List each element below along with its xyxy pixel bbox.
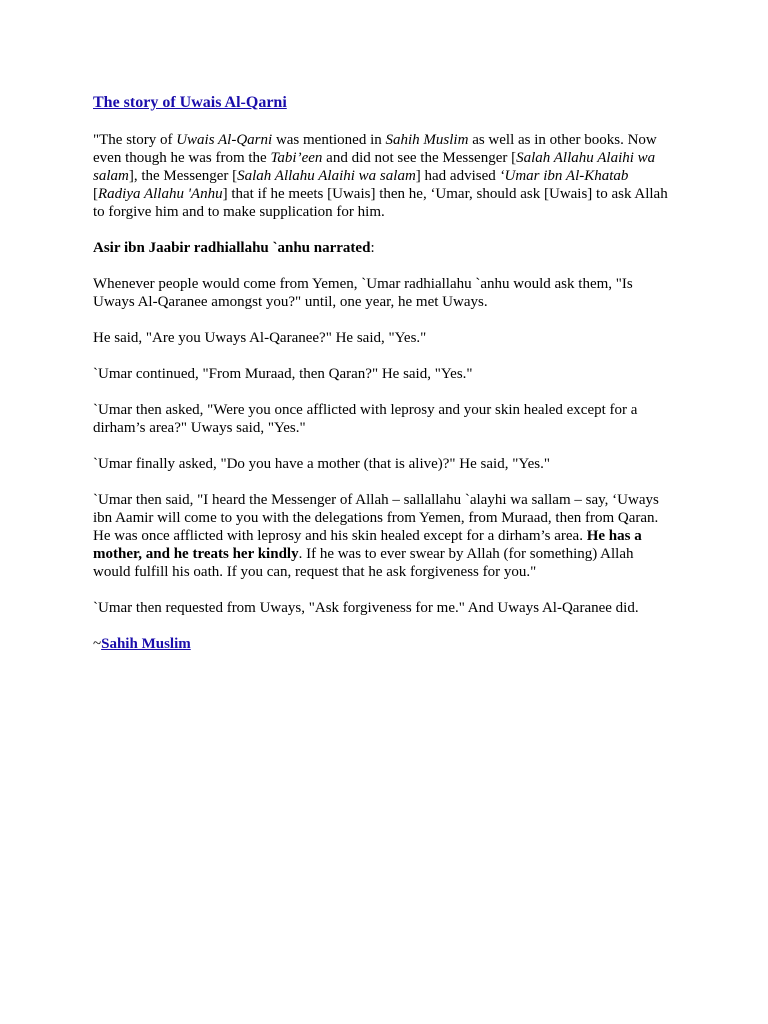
intro-italic-2: Sahih Muslim xyxy=(385,132,469,148)
paragraph-are-you-uways: He said, "Are you Uways Al-Qaranee?" He said, "Yes." xyxy=(93,330,427,346)
source-prefix: ~ xyxy=(93,636,102,652)
narrator-line xyxy=(93,239,673,257)
intro-text-8: ] that if he meets [Uwais] then he, ‘Umar, should ask [Uwais] to ask Allah to forgive him and to make supplication for him. xyxy=(93,186,668,220)
intro-italic-3: Tabi’een xyxy=(270,150,323,166)
intro-text-7: [ xyxy=(93,186,98,202)
hadith-text-after: . If he was to ever swear by Allah (for something) Allah would fulfill his oath. If you can, request that he ask forgiveness for you." xyxy=(93,546,634,580)
intro-text-6: ] had advised xyxy=(415,168,500,184)
intro-text-1: "The story of xyxy=(93,132,177,148)
paragraph-yemen: Whenever people would come from Yemen, `Umar radhiallahu `anhu would ask them, "Is Uways Al-Qaranee amongst you?" until, one year, he met Uways. xyxy=(93,276,633,310)
intro-text-3: as well as in other books. Now even though he was from the xyxy=(93,132,657,166)
narrator-name: Asir ibn Jaabir radhiallahu `anhu narrated xyxy=(93,240,371,256)
intro-italic-1: Uwais Al-Qarni xyxy=(176,132,273,148)
paragraph-hadith xyxy=(93,491,673,581)
paragraph-mother: `Umar finally asked, "Do you have a mother (that is alive)?" He said, "Yes." xyxy=(93,456,551,472)
intro-italic-4: Salah Allahu Alaihi wa salam xyxy=(93,150,656,184)
intro-paragraph xyxy=(93,131,673,221)
intro-italic-7: Radiya Allahu 'Anhu xyxy=(98,186,223,202)
article-body xyxy=(93,93,673,671)
intro-italic-6: ‘Umar ibn Al-Khatab xyxy=(499,168,629,184)
paragraph-closing: `Umar then requested from Uways, "Ask forgiveness for me." And Uways Al-Qaranee did. xyxy=(93,600,639,616)
intro-text-2: was mentioned in xyxy=(272,132,386,148)
intro-italic-5: Salah Allahu Alaihi wa salam xyxy=(237,168,416,184)
paragraph-muraad-qaran: `Umar continued, "From Muraad, then Qaran?" He said, "Yes." xyxy=(93,366,473,382)
intro-text-4: and did not see the Messenger [ xyxy=(322,150,517,166)
paragraph-leprosy: `Umar then asked, "Were you once afflicted with leprosy and your skin healed except for a dirham’s area?" Uways said, "Yes." xyxy=(93,402,638,436)
hadith-bold-text: He has a mother, and he treats her kindly xyxy=(93,528,642,562)
source-line xyxy=(93,635,673,653)
narrator-suffix: : xyxy=(370,240,375,256)
article-title-link[interactable]: The story of Uwais Al-Qarni xyxy=(93,94,287,111)
hadith-text-before: `Umar then said, "I heard the Messenger of Allah – sallallahu `alayhi wa sallam – say, ‘Uways ibn Aamir will come to you with the delegations from Yemen, from Muraad, then from Qaran. He was once afflicted with leprosy and his skin healed except for a dirham’s area. xyxy=(93,492,659,544)
intro-text-5: ], the Messenger [ xyxy=(128,168,238,184)
source-link[interactable]: Sahih Muslim xyxy=(101,636,191,652)
